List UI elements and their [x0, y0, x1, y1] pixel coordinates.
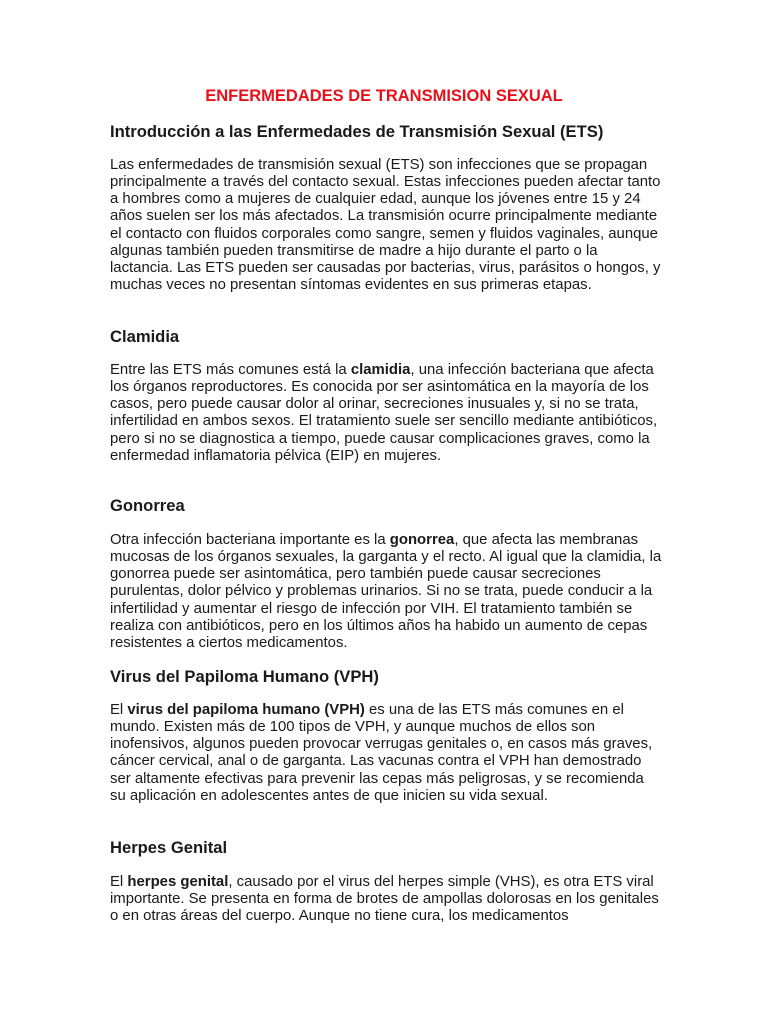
paragraph-text: El	[110, 702, 128, 718]
document-title: ENFERMEDADES DE TRANSMISION SEXUAL	[205, 87, 563, 105]
paragraph-text: Entre las ETS más comunes está la	[110, 362, 351, 378]
section-paragraph-introduccion	[110, 157, 662, 294]
section-paragraph-gonorrea	[110, 532, 662, 652]
paragraph-text-continued: es una de las ETS más comunes en el mundo. Existen más de 100 tipos de VPH, y aunque muchos de ellos son inofensivos, algunos pueden provocar verrugas genitales o, en casos más graves, cáncer cervical, anal o de garganta. Las vacunas contra el VPH han demostrado ser altamente efectivas para prevenir las cepas más peligrosas, y se recomienda su aplicación en adolescentes antes de que inicien su vida sexual.	[110, 702, 653, 804]
section-heading-clamidia: Clamidia	[110, 327, 180, 346]
section-paragraph-clamidia	[110, 362, 662, 465]
section-heading-herpes: Herpes Genital	[110, 838, 228, 857]
paragraph-text: Otra infección bacteriana importante es la	[110, 532, 390, 548]
section-paragraph-vph	[110, 702, 662, 805]
section-paragraph-herpes	[110, 874, 662, 925]
paragraph-bold-term: herpes genital	[127, 874, 229, 890]
paragraph-text: Las enfermedades de transmisión sexual (ETS) son infecciones que se propagan principalmente a través del contacto sexual. Estas infecciones pueden afectar tanto a hombres como a mujeres de cualquier edad, aunque los jóvenes entre 15 y 24 años suelen ser los más afectados. La transmisión ocurre principalmente mediante el contacto con fluidos corporales como sangre, semen y fluidos vaginales, aunque algunas también pueden transmitirse de madre a hijo durante el parto o la lactancia. Las ETS pueden ser causadas por bacterias, virus, parásitos o hongos, y muchas veces no presentan síntomas evidentes en sus primeras etapas.	[110, 157, 661, 294]
paragraph-text-continued: , causado por el virus del herpes simple (VHS), es otra ETS viral importante. Se presenta en forma de brotes de ampollas dolorosas en los genitales o en otras áreas del cuerpo. Aunque no tiene cura, los medicamentos	[110, 874, 659, 925]
paragraph-text-continued: , que afecta las membranas mucosas de los órganos sexuales, la garganta y el recto. Al igual que la clamidia, la gonorrea puede ser asintomática, pero también puede causar secreciones purulentas, dolor pélvico y problemas urinarios. Si no se trata, puede conducir a la infertilidad y aumentar el riesgo de infección por VIH. El tratamiento también se realiza con antibióticos, pero en los últimos años ha habido un aumento de cepas resistentes a ciertos medicamentos.	[110, 532, 662, 651]
section-heading-vph: Virus del Papiloma Humano (VPH)	[110, 667, 379, 686]
paragraph-bold-term: clamidia	[350, 362, 411, 378]
section-heading-introduccion: Introducción a las Enfermedades de Transmisión Sexual (ETS)	[110, 122, 604, 141]
paragraph-bold-term: virus del papiloma humano (VPH)	[127, 702, 365, 718]
section-heading-gonorrea: Gonorrea	[110, 496, 185, 515]
paragraph-text-continued: , una infección bacteriana que afecta los órganos reproductores. Es conocida por ser asintomática en la mayoría de los casos, pero puede causar dolor al orinar, secreciones inusuales y, si no se trata, infertilidad en ambos sexos. El tratamiento suele ser sencillo mediante antibióticos, pero si no se diagnostica a tiempo, puede causar complicaciones graves, como la enfermedad inflamatoria pélvica (EIP) en mujeres.	[110, 362, 658, 464]
paragraph-bold-term: gonorrea	[389, 532, 455, 548]
paragraph-text: El	[110, 874, 128, 890]
